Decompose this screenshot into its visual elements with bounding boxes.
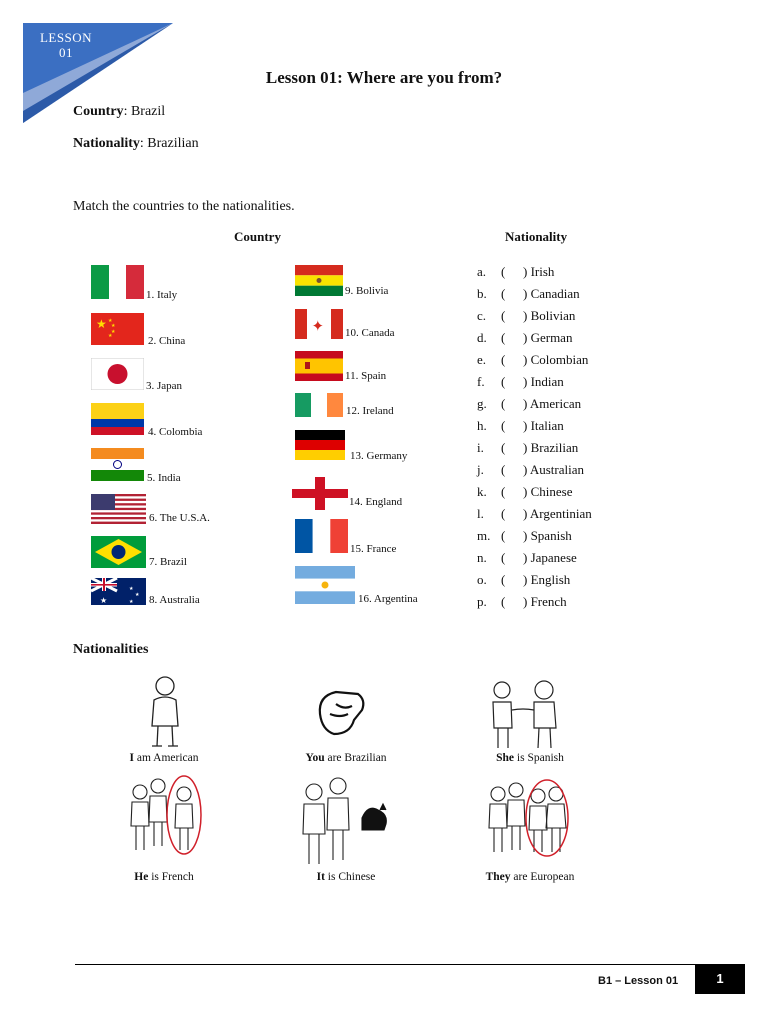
- country-label: 16. Argentina: [358, 593, 418, 605]
- nationality-option: l. ( ) Argentinian: [477, 506, 592, 521]
- column-heading-nationality: Nationality: [505, 229, 568, 244]
- svg-text:★: ★: [96, 317, 107, 331]
- nationality-option: j. ( ) Australian: [477, 462, 585, 477]
- svg-text:★: ★: [129, 600, 134, 605]
- flag-colombia-icon: [91, 403, 144, 435]
- caption-i: I am American: [129, 752, 199, 764]
- nationality-option: a. ( ) Irish: [477, 264, 555, 279]
- country-label: 3. Japan: [146, 380, 183, 392]
- flag-china-icon: [91, 313, 144, 345]
- country-label: 10. Canada: [345, 327, 395, 339]
- country-label: 4. Colombia: [148, 426, 203, 438]
- person-standing-icon: [140, 674, 190, 750]
- nationalities-heading: Nationalities: [73, 642, 149, 657]
- country-label: 12. Ireland: [346, 405, 394, 417]
- flag-ireland-icon: [295, 393, 343, 417]
- nationality-option: k. ( ) Chinese: [477, 484, 573, 499]
- two-people-handshake-icon: [488, 678, 560, 750]
- nationality-option: i. ( ) Brazilian: [477, 440, 579, 455]
- footer-divider: [75, 964, 745, 965]
- country-label: 14. England: [349, 496, 403, 508]
- flag-spain-icon: [295, 351, 343, 381]
- flag-brazil-icon: [91, 536, 146, 568]
- nationality-option: b. ( ) Canadian: [477, 286, 580, 301]
- flag-bolivia-icon: [295, 265, 343, 296]
- nationality-option: e. ( ) Colombian: [477, 352, 589, 367]
- caption-they: They are European: [485, 871, 575, 883]
- instruction: Match the countries to the nationalities.: [73, 199, 295, 214]
- flag-canada-icon: [295, 309, 343, 339]
- flag-england-icon: [292, 477, 348, 510]
- country-label: 9. Bolivia: [345, 285, 389, 297]
- country-label: 5. India: [147, 472, 181, 484]
- lesson-badge-text: LESSON 01: [39, 30, 93, 60]
- flag-argentina-icon: [295, 566, 355, 604]
- flag-japan-icon: [91, 358, 144, 390]
- svg-text:★: ★: [129, 587, 134, 592]
- group-they-highlighted-icon: [486, 778, 576, 858]
- flag-india-icon: [91, 448, 144, 481]
- group-he-highlighted-icon: [128, 774, 208, 856]
- flag-germany-icon: [295, 430, 345, 460]
- country-label: 13. Germany: [350, 450, 408, 462]
- svg-text:✦: ✦: [311, 319, 325, 335]
- caption-she: She is Spanish: [496, 752, 564, 764]
- country-label: 15. France: [350, 543, 397, 555]
- country-label: 11. Spain: [345, 370, 387, 382]
- flag-france-icon: [295, 519, 348, 553]
- nationality-option: p. ( ) French: [477, 594, 567, 609]
- nationality-option: h. ( ) Italian: [477, 418, 564, 433]
- country-label: 2. China: [148, 335, 186, 347]
- svg-text:★: ★: [108, 334, 113, 339]
- flag-italy-icon: [91, 265, 144, 299]
- svg-text:★: ★: [108, 319, 113, 324]
- svg-text:★: ★: [135, 593, 140, 598]
- caption-you: You are Brazilian: [305, 752, 387, 764]
- pointing-hand-icon: [314, 684, 372, 740]
- column-heading-country: Country: [234, 229, 281, 244]
- two-people-and-cat-icon: [300, 774, 390, 868]
- nationality-option: f. ( ) Indian: [477, 374, 564, 389]
- caption-he: He is French: [134, 871, 194, 883]
- page-title: Lesson 01: Where are you from?: [265, 68, 503, 87]
- svg-text:★: ★: [111, 330, 116, 335]
- footer-label: B1 – Lesson 01: [598, 975, 679, 987]
- page-number: 1: [695, 964, 745, 994]
- flag-australia-icon: [91, 578, 146, 605]
- nationality-option: o. ( ) English: [477, 572, 571, 587]
- country-label: 6. The U.S.A.: [149, 512, 210, 524]
- country-label: 1. Italy: [146, 289, 178, 301]
- nationality-option: m. ( ) Spanish: [477, 528, 572, 543]
- nationality-option: n. ( ) Japanese: [477, 550, 577, 565]
- nationality-option: d. ( ) German: [477, 330, 573, 345]
- nationality-option: c. ( ) Bolivian: [477, 308, 576, 323]
- caption-it: It is Chinese: [316, 871, 376, 883]
- country-label: 8. Australia: [149, 594, 200, 606]
- country-label: 7. Brazil: [149, 556, 187, 568]
- example-country: Country: Brazil: [73, 104, 166, 119]
- example-nationality: Nationality: Brazilian: [73, 136, 199, 151]
- nationality-option: g. ( ) American: [477, 396, 582, 411]
- svg-text:★: ★: [100, 596, 108, 605]
- flag-usa-icon: [91, 494, 146, 524]
- svg-text:★: ★: [111, 324, 116, 329]
